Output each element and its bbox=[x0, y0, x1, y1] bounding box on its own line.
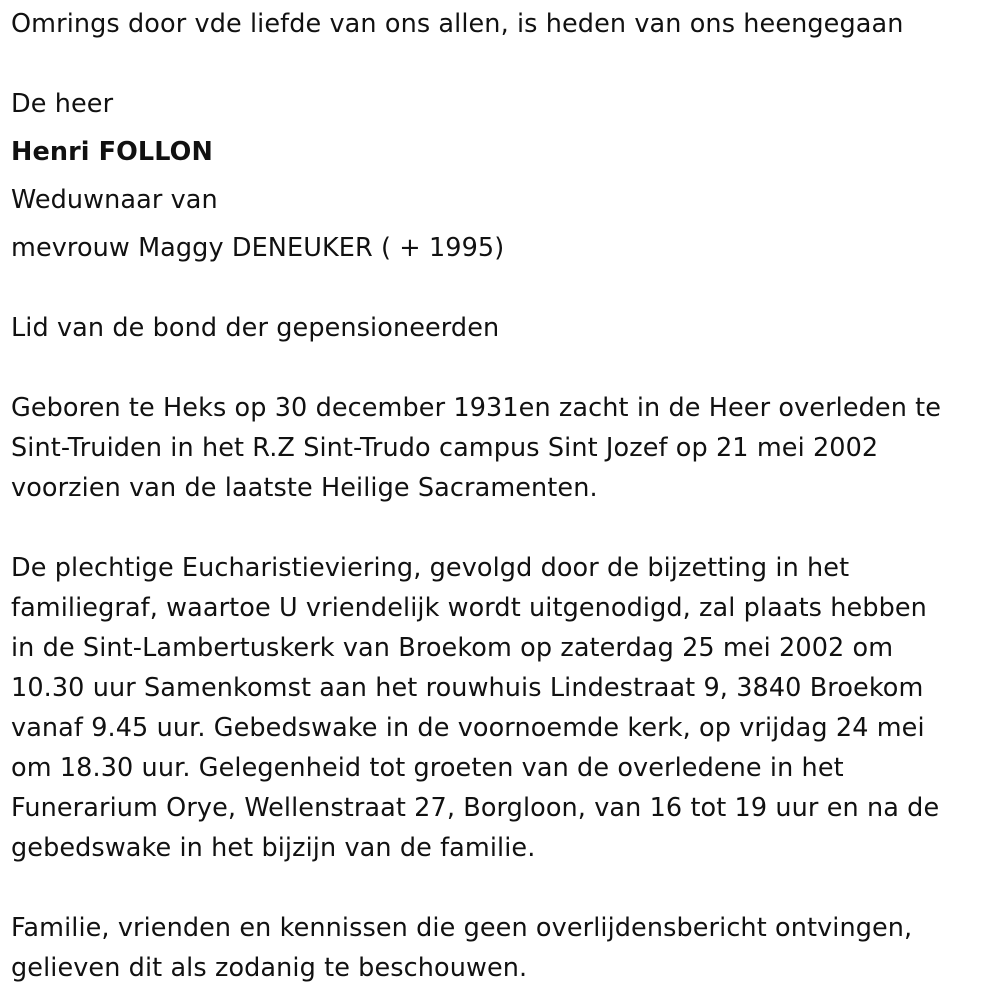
paragraph-line: gelieven dit als zodanig te beschouwen. bbox=[11, 953, 528, 983]
paragraph-line: vanaf 9.45 uur. Gebedswake in de voornoemde kerk, op vrijdag 24 mei bbox=[11, 713, 925, 743]
paragraph-line: 10.30 uur Samenkomst aan het rouwhuis Lindestraat 9, 3840 Broekom bbox=[11, 673, 924, 703]
paragraph-line: Familie, vrienden en kennissen die geen overlijdensbericht ontvingen, bbox=[11, 913, 913, 943]
paragraph-line: in de Sint-Lambertuskerk van Broekom op zaterdag 25 mei 2002 om bbox=[11, 633, 894, 663]
closing-paragraph bbox=[11, 908, 991, 988]
paragraph-line: Sint-Truiden in het R.Z Sint-Trudo campus Sint Jozef op 21 mei 2002 bbox=[11, 433, 879, 463]
paragraph-line: om 18.30 uur. Gelegenheid tot groeten van de overledene in het bbox=[11, 753, 844, 783]
membership-line: Lid van de bond der gepensioneerden bbox=[11, 313, 500, 343]
paragraph-line: familiegraf, waartoe U vriendelijk wordt uitgenodigd, zal plaats hebben bbox=[11, 593, 927, 623]
spacer bbox=[11, 868, 991, 908]
spouse-line: mevrouw Maggy DENEUKER ( + 1995) bbox=[11, 233, 505, 263]
spacer bbox=[11, 44, 991, 84]
paragraph-line: voorzien van de laatste Heilige Sacramenten. bbox=[11, 473, 598, 503]
obituary-document bbox=[11, 4, 991, 988]
paragraph-line: gebedswake in het bijzijn van de familie. bbox=[11, 833, 536, 863]
spacer bbox=[11, 268, 991, 308]
paragraph-line: De plechtige Eucharistieviering, gevolgd door de bijzetting in het bbox=[11, 553, 850, 583]
paragraph-line: Funerarium Orye, Wellenstraat 27, Borgloon, van 16 tot 19 uur en na de bbox=[11, 793, 940, 823]
paragraph-line: Geboren te Heks op 30 december 1931en zacht in de Heer overleden te bbox=[11, 393, 942, 423]
funeral-paragraph bbox=[11, 548, 991, 868]
spacer bbox=[11, 348, 991, 388]
deceased-name: Henri FOLLON bbox=[11, 137, 213, 167]
widower-line: Weduwnaar van bbox=[11, 185, 218, 215]
birth-death-paragraph bbox=[11, 388, 991, 508]
title-line: De heer bbox=[11, 89, 114, 119]
spacer bbox=[11, 508, 991, 548]
intro-text: Omrings door vde liefde van ons allen, is heden van ons heengegaan bbox=[11, 9, 904, 39]
